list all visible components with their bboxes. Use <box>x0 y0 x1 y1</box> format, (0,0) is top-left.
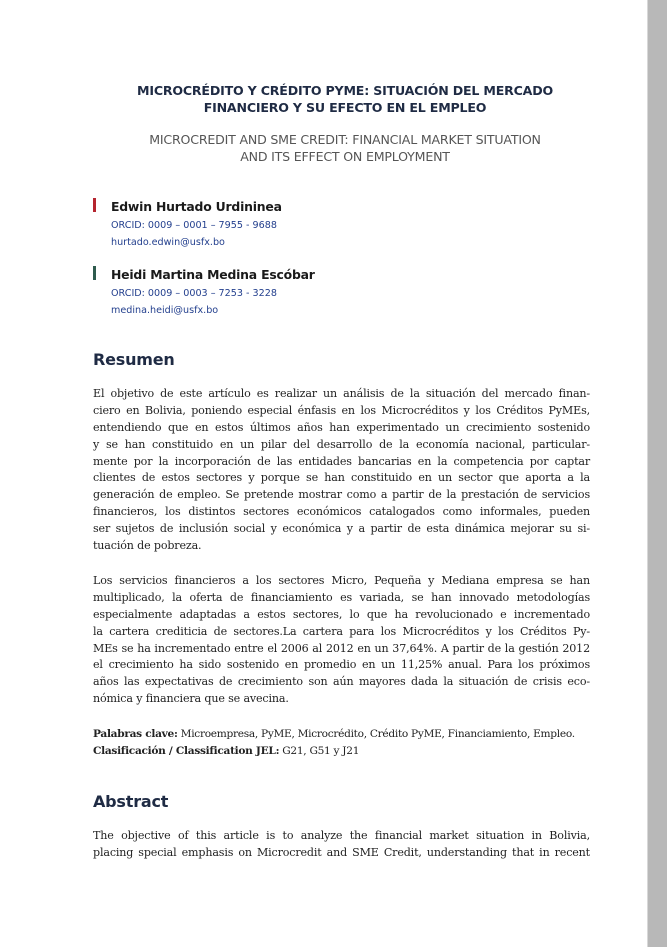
keywords-value: Microempresa, PyME, Microcrédito, Crédito PyME, Financiamiento, Empleo. <box>180 728 575 740</box>
title-spanish-line: FINANCIERO Y SU EFECTO EN EL EMPLEO <box>203 100 487 115</box>
jel-label: Clasificación / Classification JEL: <box>93 745 280 757</box>
author-email[interactable]: medina.heidi@usfx.bo <box>111 305 219 316</box>
jel-line <box>93 743 590 760</box>
text-line: entendiendo que en estos últimos años han experimentado un crecimiento sostenido <box>93 420 590 434</box>
author-email[interactable]: hurtado.edwin@usfx.bo <box>111 237 225 248</box>
text-line: clientes de estos sectores y porque se han constituido en un sector que aporta a la <box>93 471 590 485</box>
text-line: nómica y financiera que se avecina. <box>93 692 289 706</box>
title-english-line: MICROCREDIT AND SME CREDIT: FINANCIAL MARKET SITUATION <box>149 132 541 147</box>
author-accent-bar <box>93 266 96 280</box>
text-line: años las expectativas de crecimiento son aún mayores dada la situación de crisis eco- <box>93 675 590 689</box>
text-line: tuación de pobreza. <box>93 539 202 553</box>
text-line: financieros, los distintos sectores económicos catalogados como informales, pueden <box>93 505 590 519</box>
text-line: mente por la incorporación de las entidades bancarias en la competencia por captar <box>93 454 590 468</box>
author-orcid: ORCID: 0009 – 0001 – 7955 - 9688 <box>111 220 277 231</box>
keywords-label: Palabras clave: <box>93 728 178 740</box>
text-line: ciero en Bolivia, poniendo especial énfasis en los Microcréditos y los Créditos PyMEs, <box>93 403 590 417</box>
title-english <box>93 131 597 165</box>
text-line: la cartera crediticia de sectores.La cartera para los Microcréditos y los Créditos Py- <box>93 624 590 638</box>
title-spanish-line: MICROCRÉDITO Y CRÉDITO PYME: SITUACIÓN DEL MERCADO <box>137 83 553 98</box>
abstract-paragraph-1 <box>93 828 590 862</box>
author-accent-bar <box>93 198 96 212</box>
text-line: multiplicado, la oferta de financiamiento es variada, se han innovado metodologías <box>93 590 590 604</box>
text-line: el crecimiento ha sido sostenido en promedio en un 11,25% anual. Para los próximos <box>93 658 590 672</box>
abstract-heading: Abstract <box>93 792 169 811</box>
author-orcid: ORCID: 0009 – 0003 – 7253 - 3228 <box>111 288 277 299</box>
title-spanish <box>93 82 597 116</box>
resumen-heading: Resumen <box>93 350 175 369</box>
text-line: y se han constituido en un pilar del desarrollo de la economía nacional, particular- <box>93 437 590 451</box>
text-line: placing special emphasis on Microcredit and SME Credit, understanding that in recent <box>93 845 590 859</box>
author-name: Edwin Hurtado Urdininea <box>111 199 282 214</box>
text-line: MEs se ha incrementado entre el 2006 al 2012 en un 37,64%. A partir de la gestión 2012 <box>93 641 590 655</box>
keywords-block <box>93 726 590 760</box>
scrollbar[interactable] <box>647 0 667 947</box>
title-english-line: AND ITS EFFECT ON EMPLOYMENT <box>240 149 450 164</box>
text-line: ser sujetos de inclusión social y económica y a partir de esta dinámica mejorar su si- <box>93 522 590 536</box>
text-line: Los servicios financieros a los sectores Micro, Pequeña y Mediana empresa se han <box>93 574 590 587</box>
text-line: The objective of this article is to analyze the financial market situation in Bolivia, <box>93 829 590 842</box>
resumen-paragraph-2 <box>93 573 590 708</box>
text-line: generación de empleo. Se pretende mostrar como a partir de la prestación de servicios <box>93 488 590 502</box>
jel-value: G21, G51 y J21 <box>282 745 360 757</box>
text-line: El objetivo de este artículo es realizar un análisis de la situación del mercado finan- <box>93 387 590 400</box>
resumen-paragraph-1 <box>93 386 590 555</box>
text-line: especialmente adaptadas a estos sectores, lo que ha revolucionado e incrementado <box>93 607 590 621</box>
author-name: Heidi Martina Medina Escóbar <box>111 267 315 282</box>
keywords-line <box>93 726 590 743</box>
